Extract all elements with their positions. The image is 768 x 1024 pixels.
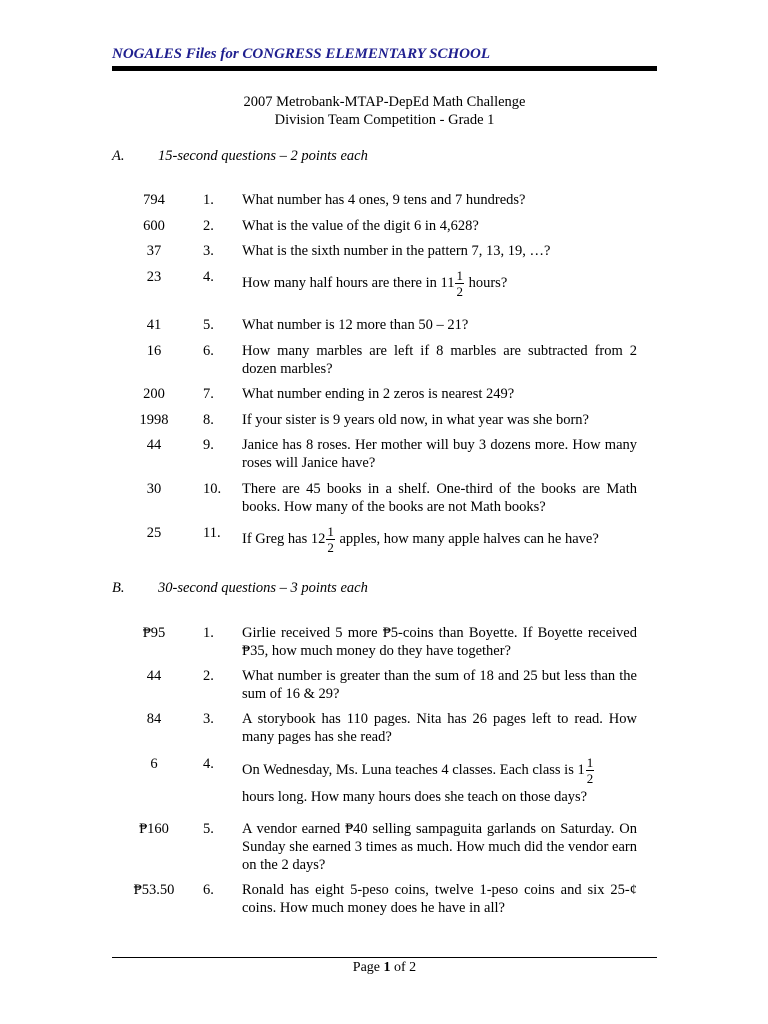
answer: 44 (146, 668, 162, 684)
page-current: 1 (383, 960, 391, 975)
answer: 30 (146, 481, 162, 497)
section-letter: A. (112, 148, 125, 164)
fraction-denominator: 2 (456, 284, 463, 299)
question-number: 1. (203, 192, 214, 208)
question-text-part: hours? (464, 274, 508, 291)
section-letter: B. (112, 580, 125, 596)
question-text (242, 755, 637, 808)
question-text: What number has 4 ones, 9 tens and 7 hundreds? (242, 192, 526, 208)
answer: 25 (146, 525, 162, 541)
page-label: Page (352, 960, 381, 975)
fraction (455, 268, 464, 299)
section-title: 30-second questions – 3 points each (158, 580, 368, 596)
fraction-denominator: 2 (327, 540, 334, 555)
fraction-numerator: 1 (327, 524, 334, 539)
question-number: 5. (203, 317, 214, 333)
question-number: 10. (203, 481, 222, 497)
question-text: What is the value of the digit 6 in 4,628? (242, 218, 479, 234)
question-text: A vendor earned ₱40 selling sampaguita garlands on Saturday. On Sunday she earned 3 times as much. How much did the vendor earn on the 2 days? (242, 821, 637, 873)
question-text: What is the sixth number in the pattern 7, 13, 19, …? (242, 243, 551, 259)
fraction (586, 755, 595, 786)
answer: 23 (146, 269, 162, 285)
document-title: 2007 Metrobank-MTAP-DepEd Math Challenge (243, 94, 526, 110)
answer: 6 (150, 756, 158, 772)
question-text: There are 45 books in a shelf. One-third of the books are Math books. How many of the books are not Math books? (242, 481, 637, 515)
question-text-part: On Wednesday, Ms. Luna teaches 4 classes. Each class is 1 (242, 761, 585, 778)
fraction-denominator: 2 (586, 771, 594, 786)
question-number: 6. (203, 343, 214, 359)
question-number: 7. (203, 386, 214, 402)
answer: 600 (143, 218, 165, 234)
question-number: 8. (203, 412, 214, 428)
answer: 16 (146, 343, 162, 359)
question-text: A storybook has 110 pages. Nita has 26 pages left to read. How many pages has she read? (242, 711, 637, 745)
question-number: 11. (203, 525, 221, 541)
question-text (242, 268, 637, 299)
question-number: 3. (203, 711, 214, 727)
answer: ₱160 (139, 821, 169, 837)
fraction (326, 524, 335, 555)
question-text: Ronald has eight 5-peso coins, twelve 1-peso coins and six 25-¢ coins. How much money does he have in all? (242, 882, 637, 916)
answer: ₱53.50 (133, 882, 175, 898)
document-subtitle: Division Team Competition - Grade 1 (274, 112, 495, 128)
section-title: 15-second questions – 2 points each (158, 148, 368, 164)
answer: 84 (146, 711, 162, 727)
question-text: Girlie received 5 more ₱5-coins than Boyette. If Boyette received ₱35, how much money do they have together? (242, 625, 637, 659)
question-text-part: If Greg has 12 (242, 530, 326, 547)
question-text-part: hours long. How many hours does she teach on those days? (242, 789, 588, 805)
header-title: NOGALES Files for CONGRESS ELEMENTARY SCHOOL (112, 46, 490, 62)
fraction-numerator: 1 (586, 755, 594, 770)
question-text-part: How many half hours are there in 11 (242, 274, 455, 291)
question-number: 2. (203, 668, 214, 684)
question-text: Janice has 8 roses. Her mother will buy 3 dozens more. How many roses will Janice have? (242, 437, 637, 471)
question-number: 5. (203, 821, 214, 837)
header-rule (112, 66, 657, 71)
page-footer (112, 960, 657, 976)
question-number: 4. (203, 269, 214, 285)
question-number: 9. (203, 437, 214, 453)
question-text-part: apples, how many apple halves can he have? (335, 530, 599, 547)
answer: 794 (143, 192, 165, 208)
answer: 200 (143, 386, 165, 402)
question-number: 4. (203, 756, 214, 772)
page-total: of 2 (394, 960, 417, 975)
question-number: 1. (203, 625, 214, 641)
fraction-numerator: 1 (456, 268, 463, 283)
question-text: What number is 12 more than 50 – 21? (242, 317, 469, 333)
answer: 41 (146, 317, 162, 333)
question-number: 3. (203, 243, 214, 259)
question-text (242, 524, 637, 555)
answer: ₱95 (142, 625, 166, 641)
answer: 44 (146, 437, 162, 453)
question-number: 6. (203, 882, 214, 898)
footer-rule (112, 957, 657, 958)
question-text: If your sister is 9 years old now, in what year was she born? (242, 412, 589, 428)
answer: 37 (146, 243, 162, 259)
question-number: 2. (203, 218, 214, 234)
question-text: What number ending in 2 zeros is nearest 249? (242, 386, 515, 402)
question-text: How many marbles are left if 8 marbles are subtracted from 2 dozen marbles? (242, 343, 637, 377)
question-text: What number is greater than the sum of 18 and 25 but less than the sum of 16 & 29? (242, 668, 637, 702)
answer: 1998 (139, 412, 169, 428)
